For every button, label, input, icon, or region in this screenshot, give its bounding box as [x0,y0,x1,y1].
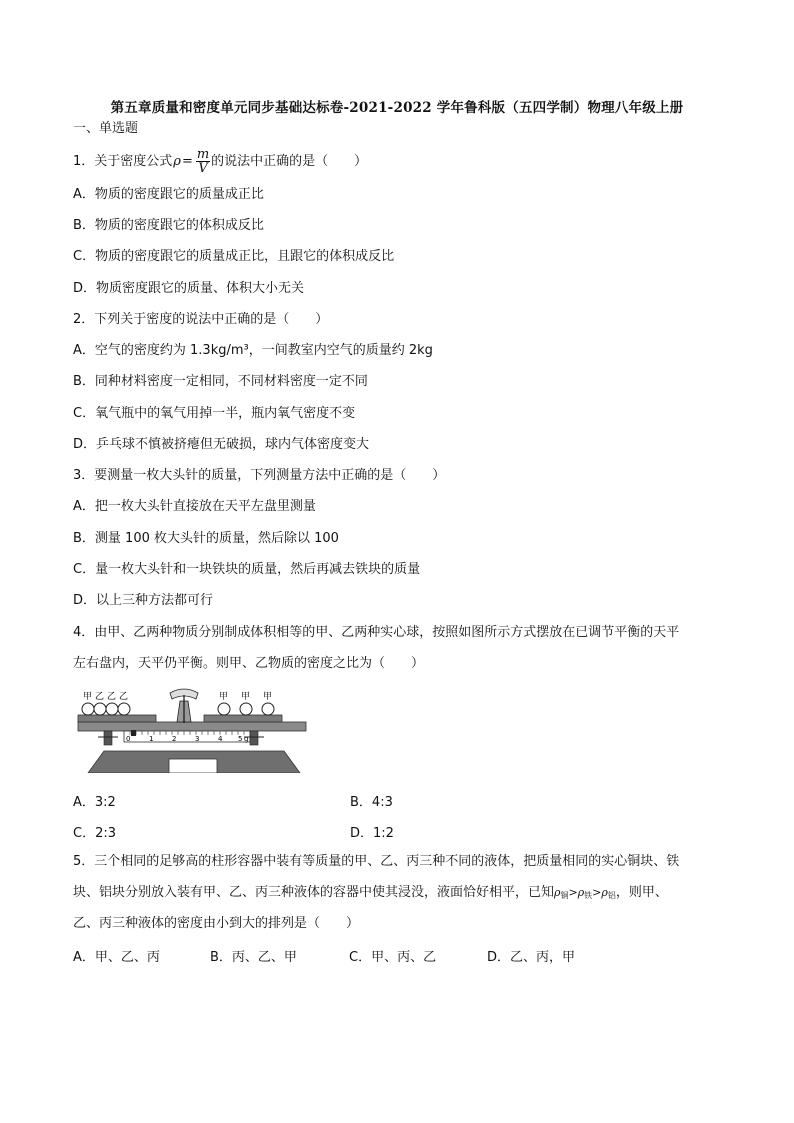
question-1-stem-after: 的说法中正确的是（ ） [211,154,368,169]
density-relation [554,886,616,899]
question-1-stem-before: 1．关于密度公式 [73,154,173,169]
left-ball-label: 乙 [107,692,117,702]
balance-beam [78,722,306,731]
right-ball-label: 甲 [263,692,273,702]
paper-title: 第五章质量和密度单元同步基础达标卷-2021-2022 学年鲁科版（五四学制）物理八年级上册 [110,100,684,116]
scale-tick-label: 0 [126,735,131,743]
question-5-option-d[interactable]: D．乙、丙，甲 [487,950,576,965]
balance-figure [74,687,314,773]
right-ball-label: 甲 [219,692,229,702]
left-pan [78,715,156,722]
balance-base-slot [169,759,217,773]
rho-cu: ρ [554,886,561,899]
left-ball [106,703,118,715]
formula-equals: = [181,153,193,169]
left-ball-label: 乙 [119,692,129,702]
density-formula [173,148,210,175]
question-3-option-d[interactable]: D．以上三种方法都可行 [73,593,214,608]
question-5-stem-line-2-after: ，则甲、 [615,885,668,900]
right-pan [204,715,282,722]
balance-nut-left [104,731,112,745]
scale-tick-label: 4 [218,735,223,743]
scale-tick-label: 1 [149,735,154,743]
question-4-option-b[interactable]: B．4:3 [350,795,393,810]
formula-fraction [196,148,210,175]
question-2-option-b[interactable]: B．同种材料密度一定相同，不同材料密度一定不同 [73,374,368,389]
question-4-option-a[interactable]: A．3:2 [73,795,116,810]
formula-denominator: V [198,161,208,176]
balance-nut-right [250,731,258,745]
question-2-stem: 2．下列关于密度的说法中正确的是（ ） [73,312,329,327]
question-3-stem: 3．要测量一枚大头针的质量，下列测量方法中正确的是（ ） [73,468,446,483]
question-1-stem [73,148,367,175]
gt-2: > [592,886,602,899]
sub-al: 铝 [607,891,616,900]
question-5-options [73,946,575,965]
section-heading: 一、单选题 [73,121,139,136]
question-3-option-b[interactable]: B．测量 100 枚大头针的质量，然后除以 100 [73,531,339,546]
left-ball [94,703,106,715]
question-5-stem-line-2 [73,884,668,905]
question-4-option-d[interactable]: D．1:2 [350,826,394,841]
beam-scale [124,731,250,742]
right-ball [218,703,230,715]
rho-al: ρ [601,886,608,899]
sub-cu: 铜 [560,891,569,900]
question-4-option-c[interactable]: C．2:3 [73,826,116,841]
question-1-option-d[interactable]: D．物质密度跟它的质量、体积大小无关 [73,281,305,296]
question-1-option-c[interactable]: C．物质的密度跟它的质量成正比，且跟它的体积成反比 [73,249,395,264]
question-1-option-a[interactable]: A．物质的密度跟它的质量成正比 [73,187,264,202]
question-4-stem-line-2: 左右盘内，天平仍平衡。则甲、乙物质的密度之比为（ ） [73,656,425,671]
formula-numerator: m [196,147,210,162]
scale-unit: g [244,735,249,743]
question-5-option-a[interactable]: A．甲、乙、丙 [73,950,160,965]
scale-tick-label: 2 [172,735,177,743]
right-ball [262,703,274,715]
left-ball-label: 乙 [95,692,105,702]
right-ball [240,703,252,715]
left-ball [118,703,130,715]
question-5-option-b[interactable]: B．丙、乙、甲 [210,950,297,965]
scale-tick-label: 3 [195,735,200,743]
question-3-option-c[interactable]: C．量一枚大头针和一块铁块的质量，然后再减去铁块的质量 [73,562,421,577]
right-ball-label: 甲 [241,692,251,702]
gt-1: > [568,886,578,899]
question-5-stem-line-1: 5．三个相同的足够高的柱形容器中装有等质量的甲、乙、丙三种不同的液体，把质量相同的实心铜块、铁 [73,854,680,869]
formula-rho: ρ [173,153,181,169]
question-5-stem-line-2-before: 块、铝块分别放入装有甲、乙、丙三种液体的容器中使其浸没，液面恰好相平，已知 [73,885,555,900]
question-5-stem-line-3: 乙、丙三种液体的密度由小到大的排列是（ ） [73,916,360,931]
left-ball-label: 甲 [83,692,93,702]
left-ball [82,703,94,715]
question-2-option-a[interactable]: A．空气的密度约为 1.3kg/m³，一间教室内空气的质量约 2kg [73,343,433,358]
sub-fe: 铁 [584,891,593,900]
question-3-option-a[interactable]: A．把一枚大头针直接放在天平左盘里测量 [73,499,316,514]
question-2-option-d[interactable]: D．乒乓球不慎被挤瘪但无破损，球内气体密度变大 [73,437,370,452]
question-4-stem-line-1: 4．由甲、乙两种物质分别制成体积相等的甲、乙两种实心球，按照如图所示方式摆放在已调节平衡的天平 [73,625,680,640]
rho-fe: ρ [577,886,585,899]
question-5-option-c[interactable]: C．甲、丙、乙 [349,950,437,965]
question-2-option-c[interactable]: C．氧气瓶中的氧气用掉一半，瓶内氧气密度不变 [73,406,356,421]
question-1-option-b[interactable]: B．物质的密度跟它的体积成反比 [73,218,264,233]
scale-tick-label: 5 [238,735,243,743]
scale-rider [131,730,136,736]
